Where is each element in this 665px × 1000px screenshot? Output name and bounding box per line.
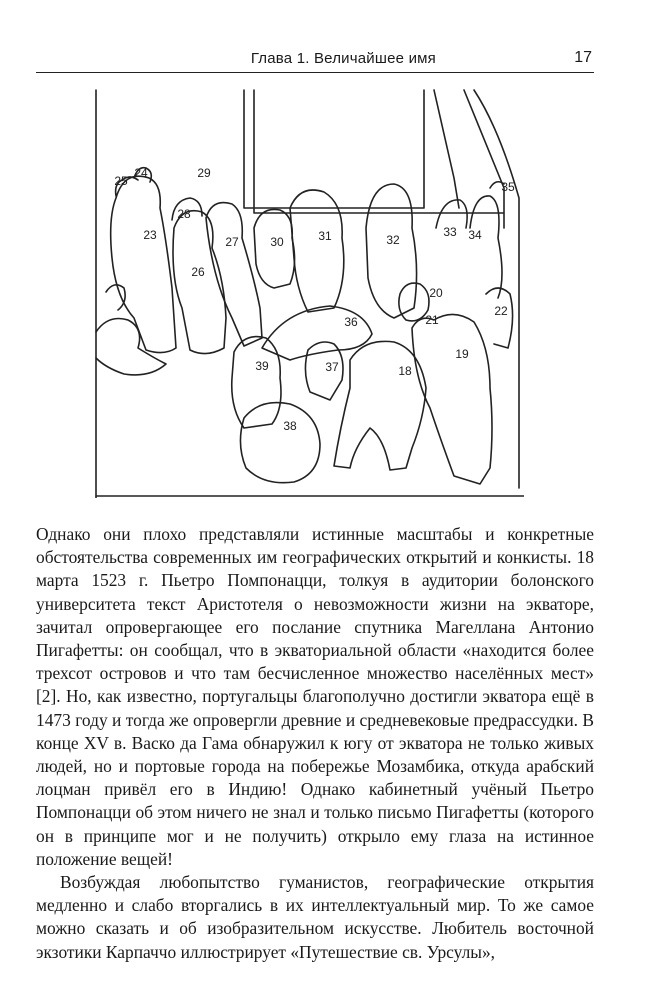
figure-outline-38 xyxy=(240,403,320,483)
figure-label: 39 xyxy=(255,359,269,373)
figure-label: 36 xyxy=(344,315,358,329)
figure-label: 37 xyxy=(325,360,339,374)
figure-outline-32 xyxy=(366,184,417,318)
figure-outline-23 xyxy=(111,176,176,352)
paragraph: Однако они плохо представляли истинные масштабы и конкретные обстоятельства современных им географических открытий и конкисты. 18 марта 1523 г. Пьетро Помпонацци, толкуя в аудитории болонского университета текст Аристотеля о невозможности жизни на экваторе, зачитал опровергающее его послание спутника Магеллана Антонио Пигафетты: он сообщал, что в экваториальной области «находится более трехсот островов и что там бесчисленное множество населённых мест» [2]. Но, как известно, португальцы благополучно достигли экватора ещё в 1473 году и тогда же опровергли древние и средневековые предрассудки. В конце XV в. Васко да Гама обнаружил к югу от экватора не только живых людей, но и портовые города на побережье Мозамбика, откуда арабский лоцман привёл его в Индию! Однако кабинетный учёный Пьетро Помпонацци об этом ничего не знал и только письмо Пигафетты (которого он в принципе мог и не получить) открыло ему глаза на истинное положение вещей! xyxy=(36,524,594,869)
figure-label: 19 xyxy=(455,347,469,361)
figure-outline-head xyxy=(106,285,125,310)
figure-label: 32 xyxy=(386,233,400,247)
figure-svg xyxy=(94,88,524,498)
arch-curve xyxy=(474,90,519,488)
figure-label: 33 xyxy=(443,225,457,239)
figure-label: 23 xyxy=(143,228,157,242)
figure-label: 20 xyxy=(429,286,443,300)
figure-label: 35 xyxy=(501,180,515,194)
figure-label: 31 xyxy=(318,229,332,243)
page-number: 17 xyxy=(574,49,592,66)
figure-label: 29 xyxy=(197,166,211,180)
page-header xyxy=(36,44,594,73)
figure-label: 34 xyxy=(468,228,482,242)
figure-outline-27 xyxy=(206,203,262,346)
figure-label: 28 xyxy=(177,207,191,221)
figure-label: 24 xyxy=(134,166,148,180)
figure-label: 30 xyxy=(270,235,284,249)
figure-label: 21 xyxy=(425,313,439,327)
figure-label: 25 xyxy=(114,174,128,188)
figure-label: 38 xyxy=(283,419,297,433)
figure-label: 26 xyxy=(191,265,205,279)
figure-outline-39 xyxy=(232,337,281,428)
figure-outline-18 xyxy=(334,341,426,470)
figure-outline-33-34 xyxy=(436,196,502,298)
figure-label: 22 xyxy=(494,304,508,318)
paragraph: Возбуждая любопытство гуманистов, географические открытия медленно и слабо вторгались в их интеллектуальный мир. То же самое можно сказать и об изобразительном искусстве. Любитель восточной экзотики Карпаччо иллюстрирует «Путешествие св. Урсулы», xyxy=(36,872,594,962)
figure-outline-19 xyxy=(412,314,492,484)
body-text xyxy=(36,523,594,964)
figure-label: 18 xyxy=(398,364,412,378)
figure-outline-left-reclining xyxy=(96,319,166,375)
figure-outline-22 xyxy=(486,288,513,348)
figure-label: 27 xyxy=(225,235,239,249)
running-head: Глава 1. Величайшее имя xyxy=(250,50,436,67)
figure-outline-drawing xyxy=(94,88,524,498)
